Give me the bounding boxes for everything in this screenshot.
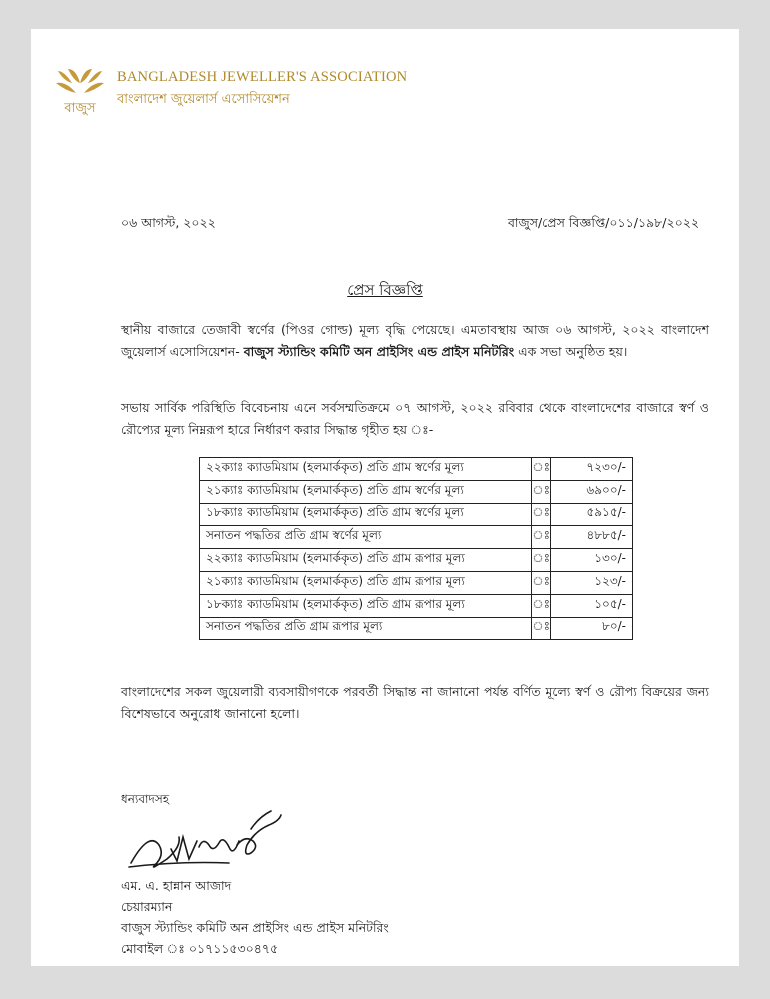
price-cell: ৫৯১৫/-	[551, 503, 633, 526]
intro-tail: এক সভা অনুষ্ঠিত হয়।	[514, 344, 628, 359]
separator-cell: ঃ	[532, 458, 551, 481]
table-row	[200, 571, 633, 594]
closing-thanks: ধন্যবাদসহ	[121, 792, 170, 806]
item-cell: সনাতন পদ্ধতির প্রতি গ্রাম স্বর্ণের মূল্য	[200, 526, 532, 549]
table-row	[200, 480, 633, 503]
signatory-block	[121, 875, 389, 959]
signatory-name: এম. এ. হান্নান আজাদ	[121, 878, 232, 893]
separator-cell: ঃ	[532, 503, 551, 526]
org-name-bengali: বাংলাদেশ জুয়েলার্স এসোসিয়েশন	[117, 92, 290, 107]
signatory-committee: বাজুস স্ট্যান্ডিং কমিটি অন প্রাইসিং এন্ড প্রাইস মনিটরিং	[121, 920, 389, 935]
price-table	[199, 457, 633, 640]
price-cell: ৮০/-	[551, 617, 633, 640]
item-cell: ২২ক্যাঃ ক্যাডমিয়াম (হলমার্ককৃত) প্রতি গ্রাম স্বর্ণের মূল্য	[200, 458, 532, 481]
signature-icon	[119, 801, 299, 881]
item-cell: সনাতন পদ্ধতির প্রতি গ্রাম রূপার মূল্য	[200, 617, 532, 640]
reference-number: বাজুস/প্রেস বিজ্ঞপ্তি/০১১/১৯৮/২০২২	[507, 215, 699, 230]
table-row	[200, 594, 633, 617]
price-cell: ৪৮৮৫/-	[551, 526, 633, 549]
price-cell: ১০৫/-	[551, 594, 633, 617]
document-title: প্রেস বিজ্ঞপ্তি	[347, 281, 423, 299]
paragraph-decision: সভায় সার্বিক পরিস্থিতি বিবেচনায় এনে সর্বসম্মতিক্রমে ০৭ আগস্ট, ২০২২ রবিবার থেকে বাংলাদেশের বাজারে স্বর্ণ ও রৌপ্যের মূল্য নিম্নরূপ হারে নির্ধারণ করার সিদ্ধান্ত গৃহীত হয় ঃ-	[121, 400, 709, 437]
table-row	[200, 549, 633, 572]
committee-name: বাজুস স্ট্যান্ডিং কমিটি অন প্রাইসিং এন্ড প্রাইস মনিটরিং	[243, 344, 515, 359]
item-cell: ২১ক্যাঃ ক্যাডমিয়াম (হলমার্ককৃত) প্রতি গ্রাম রূপার মূল্য	[200, 571, 532, 594]
press-release-page	[31, 29, 739, 966]
item-cell: ২১ক্যাঃ ক্যাডমিয়াম (হলমার্ককৃত) প্রতি গ্রাম স্বর্ণের মূল্য	[200, 480, 532, 503]
logo-text: বাজুস	[64, 101, 96, 116]
separator-cell: ঃ	[532, 594, 551, 617]
paragraph-intro	[121, 319, 709, 363]
price-cell: ৭২৩০/-	[551, 458, 633, 481]
separator-cell: ঃ	[532, 617, 551, 640]
item-cell: ২২ক্যাঃ ক্যাডমিয়াম (হলমার্ককৃত) প্রতি গ্রাম রূপার মূল্য	[200, 549, 532, 572]
item-cell: ১৮ক্যাঃ ক্যাডমিয়াম (হলমার্ককৃত) প্রতি গ্রাম স্বর্ণের মূল্য	[200, 503, 532, 526]
release-date: ০৬ আগস্ট, ২০২২	[121, 215, 216, 230]
org-name-english: BANGLADESH JEWELLER'S ASSOCIATION	[117, 69, 408, 85]
intro-lead: স্থানীয় বাজারে তেজাবী স্বর্ণের (পিওর গোল্ড) মূল্য বৃদ্ধি পেয়েছে। এমতাবস্থায় আজ ০৬ আগস্ট, ২০২২ বাংলাদেশ জুয়েলার্স এসোসিয়েশন-	[121, 322, 709, 359]
price-cell: ১২৩/-	[551, 571, 633, 594]
paragraph-request: বাংলাদেশের সকল জুয়েলারী ব্যবসায়ীগণকে পরবর্তী সিদ্ধান্ত না জানানো পর্যন্ত বর্ণিত মূল্যে স্বর্ণ ও রৌপ্য বিক্রয়ের জন্য বিশেষভাবে অনুরোধ জানানো হলো।	[121, 684, 709, 721]
item-cell: ১৮ক্যাঃ ক্যাডমিয়াম (হলমার্ককৃত) প্রতি গ্রাম রূপার মূল্য	[200, 594, 532, 617]
price-cell: ৬৯০০/-	[551, 480, 633, 503]
signatory-designation: চেয়ারম্যান	[121, 899, 173, 914]
separator-cell: ঃ	[532, 480, 551, 503]
table-row	[200, 458, 633, 481]
table-row	[200, 617, 633, 640]
table-row	[200, 526, 633, 549]
bajus-logo-icon	[54, 67, 106, 117]
separator-cell: ঃ	[532, 526, 551, 549]
separator-cell: ঃ	[532, 571, 551, 594]
table-row	[200, 503, 633, 526]
signatory-mobile: মোবাইল ঃ ০১৭১১৫৩০৪৭৫	[121, 941, 279, 956]
separator-cell: ঃ	[532, 549, 551, 572]
price-cell: ১৩০/-	[551, 549, 633, 572]
